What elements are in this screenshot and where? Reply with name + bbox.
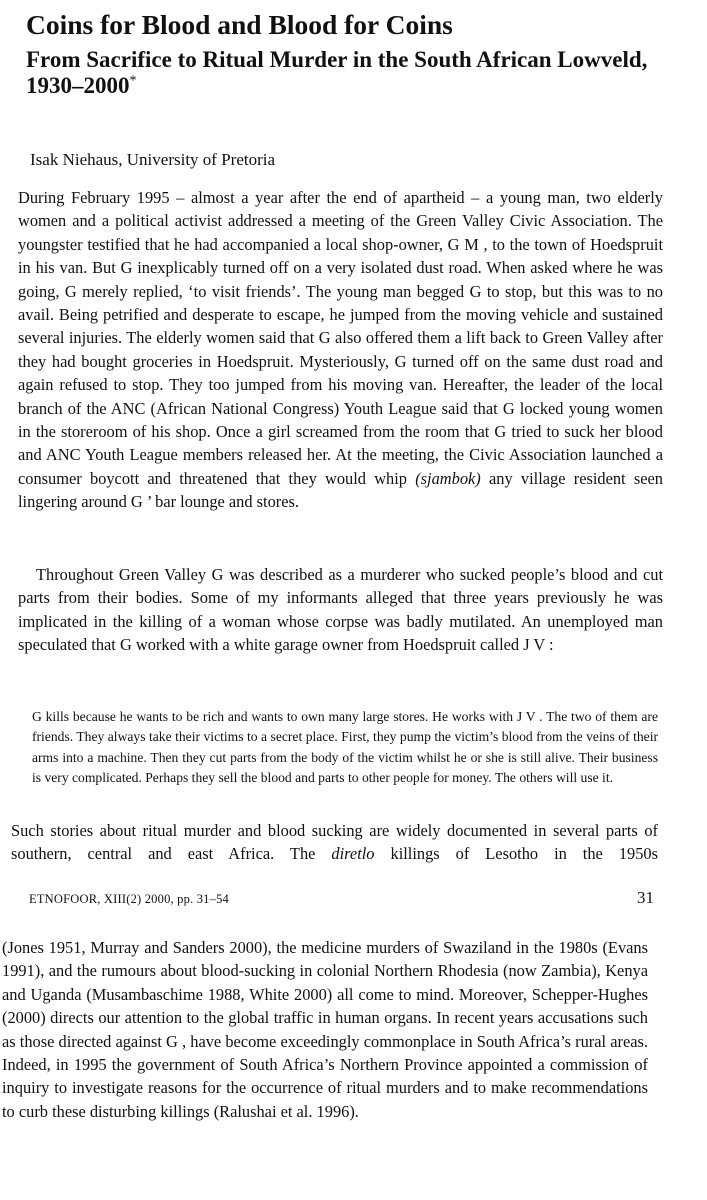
paragraph-3-italic-term: diretlo — [331, 844, 375, 864]
footnote-marker: * — [129, 73, 137, 89]
paragraph-2: Throughout Green Valley G was described as a murderer who sucked people’s blood and cut parts from their bodies. Some of my informants alleged that three years previously he was implicated in the killing of a woman whose corpse was badly mutilated. An unemployed man speculated that G worked with a white garage owner from Hoedspruit called J V : — [18, 565, 663, 655]
paragraph-3-text: Such stories about ritual murder and blood sucking are widely documented in several parts of southern, central and east Africa. The — [11, 821, 658, 864]
paragraph-3 — [11, 819, 658, 866]
paragraph-1-end: any village resident seen lingering around G ’ bar lounge and stores. — [18, 468, 663, 512]
article-title: Coins for Blood and Blood for Coins — [26, 9, 453, 40]
paragraph-1-italic-term: (sjambok) — [415, 468, 481, 488]
page-number: 31 — [637, 888, 654, 907]
paragraph-1-text: During February 1995 – almost a year after the end of apartheid – a young man, two elderly women and a political activist addressed a meeting of the Green Valley Civic Association. The youngster testified that he had accompanied a local shop-owner, G M , to the town of Hoedspruit in his van. But G inexplicably turned off on a very isolated dust road. When asked where he was going, G merely replied, ‘to visit friends’. The young man begged G to stop, but this was to no avail. Being petrified and desperate to escape, he jumped from the moving vehicle and sustained several injuries. The elderly women said that G also offered them a lift back to Green Valley after they had bought groceries in Hoedspruit. Mysteriously, G turned off on the same dust road and again refused to stop. They too jumped from his moving van. Hereafter, the leader of the local branch of the ANC (African National Congress) Youth League said that G locked young women in the storeroom of his shop. Once a girl screamed from the room that G tried to suck her blood and ANC Youth League members released her. At the meeting, the Civic Association launched a consumer boycott and threatened that they would whip — [18, 188, 663, 488]
author-line: Isak Niehaus, University of Pretoria — [30, 150, 276, 169]
paragraph-3-end: killings of Lesotho in the 1950s — [390, 844, 658, 864]
article-subtitle-text: From Sacrifice to Ritual Murder in the South African Lowveld, 1930–2000 — [26, 47, 648, 98]
block-quote: G kills because he wants to be rich and wants to own many large stores. He works with J V . The two of them are friends. They always take their victims to a secret place. First, they pump the victim’s blood from the veins of their arms into a machine. Then they cut parts from the body of the victim whilst he or she is still alive. Their business is very complicated. Perhaps they sell the blood and parts to other people for money. The others will use it. — [32, 709, 658, 786]
journal-citation: ETNOFOOR, XIII(2) 2000, pp. 31–54 — [29, 892, 229, 906]
paragraph-1 — [18, 186, 663, 514]
article-subtitle — [26, 47, 666, 99]
paragraph-4: (Jones 1951, Murray and Sanders 2000), the medicine murders of Swaziland in the 1980s (Evans 1991), and the rumours about blood-sucking in colonial Northern Rhodesia (now Zambia), Kenya and Uganda (Musambaschime 1988, White 2000) all come to mind. Moreover, Schepper-Hughes (2000) directs our attention to the global traffic in human organs. In recent years accusations such as those directed against G , have become exceedingly commonplace in South Africa’s rural areas. Indeed, in 1995 the government of South Africa’s Northern Province appointed a commission of inquiry to investigate reasons for the occurrence of ritual murders and to make recommendations to curb these disturbing killings (Ralushai et al. 1996). — [2, 938, 648, 1121]
